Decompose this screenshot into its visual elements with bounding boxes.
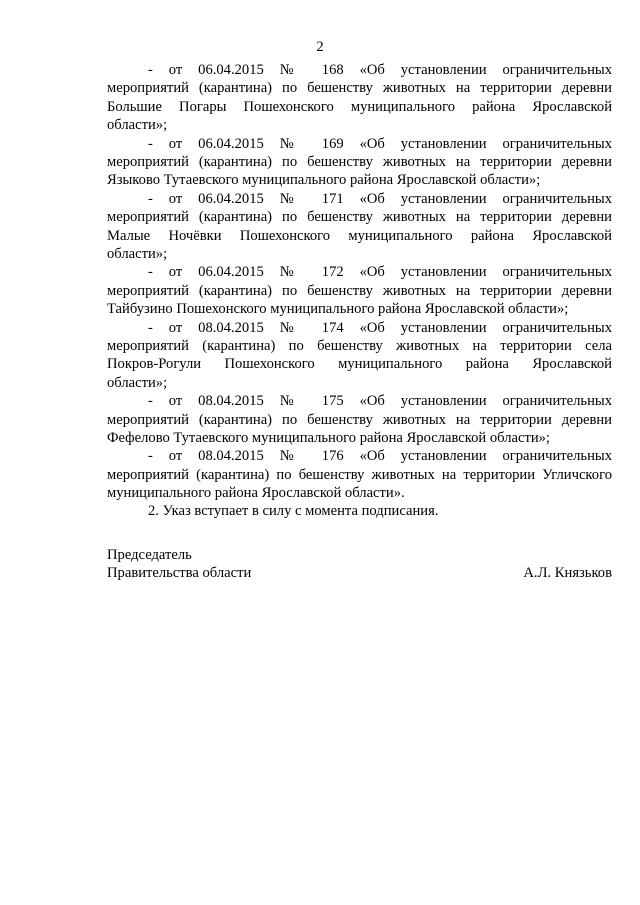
signatory-title-line2: Правительства области [107, 565, 252, 582]
decree-item-last-line: области»; [107, 245, 168, 262]
decree-item-line: мероприятий (карантина) по бешенству животных на территории села [107, 337, 612, 354]
decree-list-item [107, 447, 612, 502]
decree-list-item [107, 392, 612, 447]
decree-item-line: мероприятий (карантина) по бешенству животных на территории деревни [107, 209, 612, 226]
decree-body [107, 61, 612, 521]
decree-item-line: Покров-Рогули Пошехонского муниципального района Ярославской [107, 356, 612, 373]
decree-item-last-line: Языково Тутаевского муниципального района Ярославской области»; [107, 172, 541, 189]
decree-list-item [107, 135, 612, 190]
decree-item-line: мероприятий (карантина) по бешенству животных на территории Угличского [107, 466, 612, 483]
signatory-name: А.Л. Князьков [523, 565, 612, 582]
decree-item-line: Малые Ночёвки Пошехонского муниципального района Ярославской [107, 227, 612, 244]
decree-list-item [107, 263, 612, 318]
decree-item-last-line: области»; [107, 117, 168, 134]
page-number: 2 [316, 39, 324, 55]
decree-item-first-line: - от 06.04.2015 № 169 «Об установлении ограничительных [148, 135, 612, 152]
decree-item-first-line: - от 08.04.2015 № 175 «Об установлении ограничительных [148, 393, 612, 410]
decree-item-first-line: - от 06.04.2015 № 168 «Об установлении ограничительных [148, 62, 612, 78]
decree-item-first-line: - от 08.04.2015 № 176 «Об установлении ограничительных [148, 448, 612, 465]
decree-list-item [107, 61, 612, 135]
decree-list-item [107, 190, 612, 264]
decree-item-line: мероприятий (карантина) по бешенству животных на территории деревни [107, 411, 612, 428]
decree-item-last-line: муниципального района Ярославской области». [107, 485, 405, 502]
decree-item-last-line: Тайбузино Пошехонского муниципального района Ярославской области»; [107, 301, 569, 318]
decree-item-line: Большие Погары Пошехонского муниципального района Ярославской [107, 98, 612, 115]
decree-list [107, 61, 612, 502]
signature-block [107, 546, 612, 583]
decree-item-first-line: - от 08.04.2015 № 174 «Об установлении ограничительных [148, 319, 612, 336]
decree-item-line: мероприятий (карантина) по бешенству животных на территории деревни [107, 80, 612, 97]
paragraph-2: 2. Указ вступает в силу с момента подписания. [148, 503, 439, 520]
decree-item-first-line: - от 06.04.2015 № 172 «Об установлении ограничительных [148, 264, 612, 281]
decree-item-line: мероприятий (карантина) по бешенству животных на территории деревни [107, 153, 612, 170]
decree-item-last-line: Фефелово Тутаевского муниципального района Ярославской области»; [107, 429, 550, 446]
decree-item-last-line: области»; [107, 374, 168, 391]
decree-list-item [107, 319, 612, 393]
signatory-title-line1: Председатель [107, 547, 192, 563]
decree-item-first-line: - от 06.04.2015 № 171 «Об установлении ограничительных [148, 190, 612, 207]
decree-item-line: мероприятий (карантина) по бешенству животных на территории деревни [107, 282, 612, 299]
